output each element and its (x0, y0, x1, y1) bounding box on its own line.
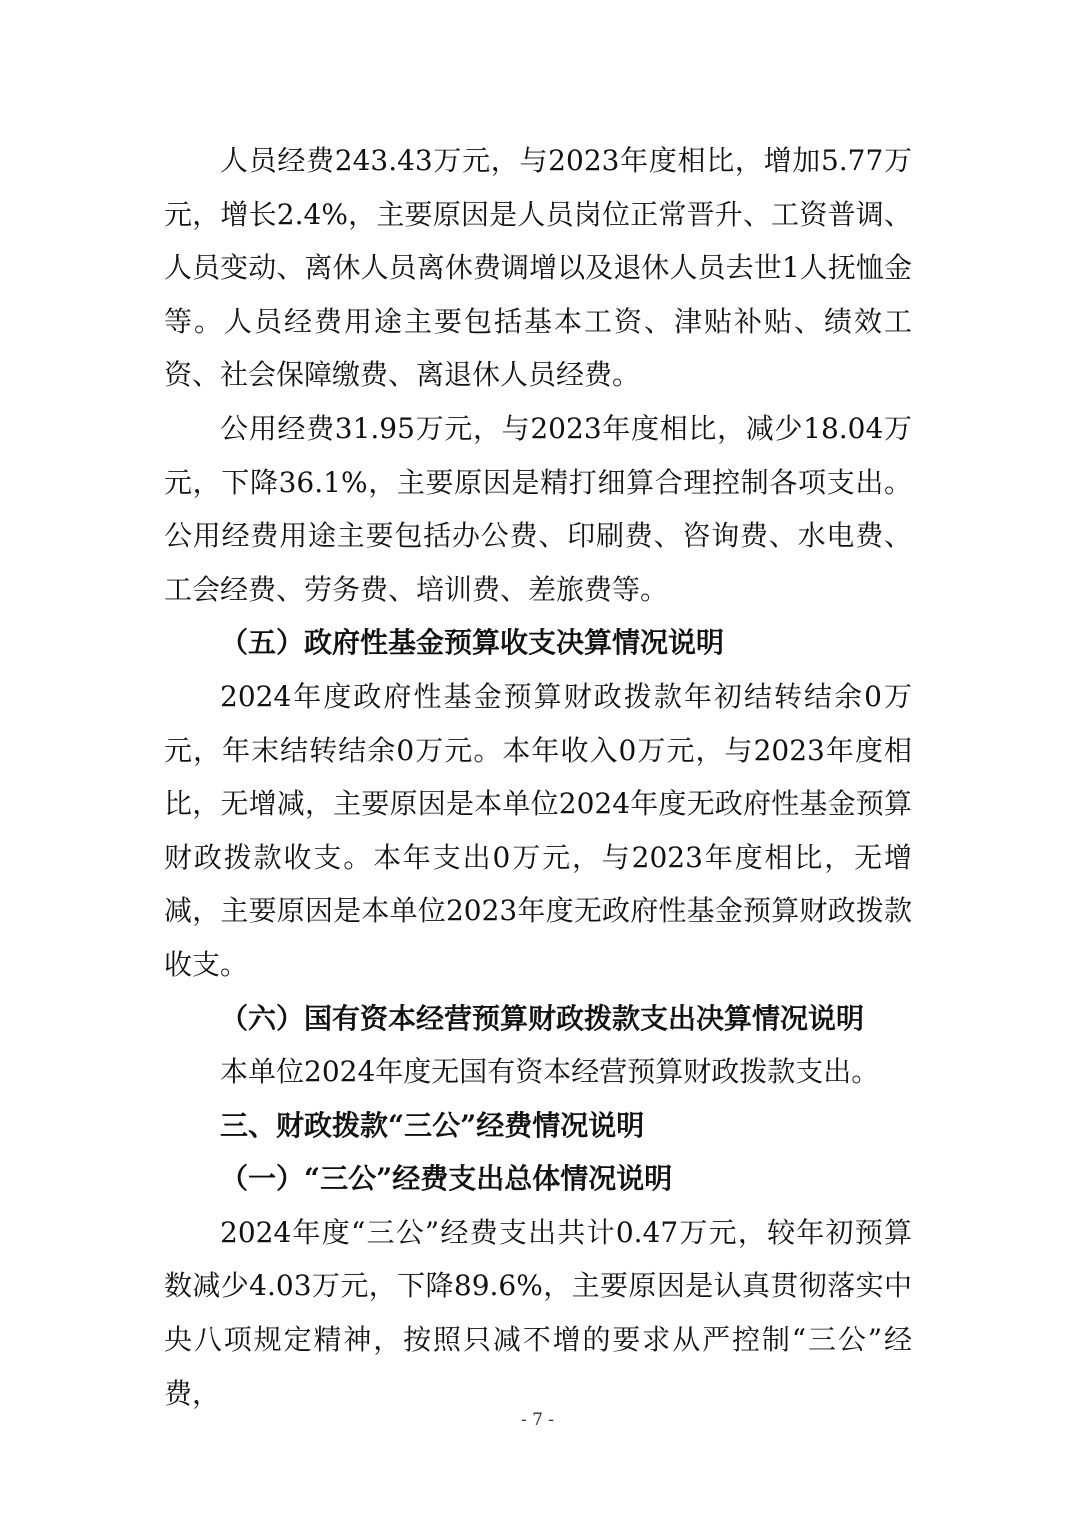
heading-section-6: （六）国有资本经营预算财政拨款支出决算情况说明 (220, 1001, 865, 1035)
paragraph-state-capital: 本单位2024年度无国有资本经营预算财政拨款支出。 (220, 1055, 880, 1089)
paragraph-personnel-expenses: 人员经费243.43万元，与2023年度相比，增加5.77万元，增长2.4%，主要原因是人员岗位正常晋升、工资普调、人员变动、离休人员离休费调增以及退休人员去世1人抚恤金等。人员经费用途主要包括基本工资、津贴补贴、绩效工资、社会保障缴费、离退休人员经费。 (164, 144, 912, 392)
heading-part-3: 三、财政拨款“三公”经费情况说明 (220, 1108, 645, 1142)
paragraph-government-fund: 2024年度政府性基金预算财政拨款年初结转结余0万元，年末结转结余0万元。本年收入0万元，与2023年度相比，无增减，主要原因是本单位2024年度无政府性基金预算财政拨款收支。本年支出0万元，与2023年度相比，无增减，主要原因是本单位2023年度无政府性基金预算财政拨款收支。 (164, 679, 912, 981)
document-body (164, 134, 912, 1420)
paragraph-public-expenses: 公用经费31.95万元，与2023年度相比，减少18.04万元，下降36.1%，主要原因是精打细算合理控制各项支出。公用经费用途主要包括办公费、印刷费、咨询费、水电费、工会经费、劳务费、培训费、差旅费等。 (164, 411, 912, 606)
page-number: - 7 - (520, 1410, 555, 1430)
heading-section-1: （一）“三公”经费支出总体情况说明 (220, 1162, 673, 1196)
paragraph-three-public-expenses: 2024年度“三公”经费支出共计0.47万元，较年初预算数减少4.03万元，下降89.6%，主要原因是认真贯彻落实中央八项规定精神，按照只减不增的要求从严控制“三公”经费， (164, 1215, 912, 1410)
heading-section-5: （五）政府性基金预算收支决算情况说明 (220, 626, 725, 660)
